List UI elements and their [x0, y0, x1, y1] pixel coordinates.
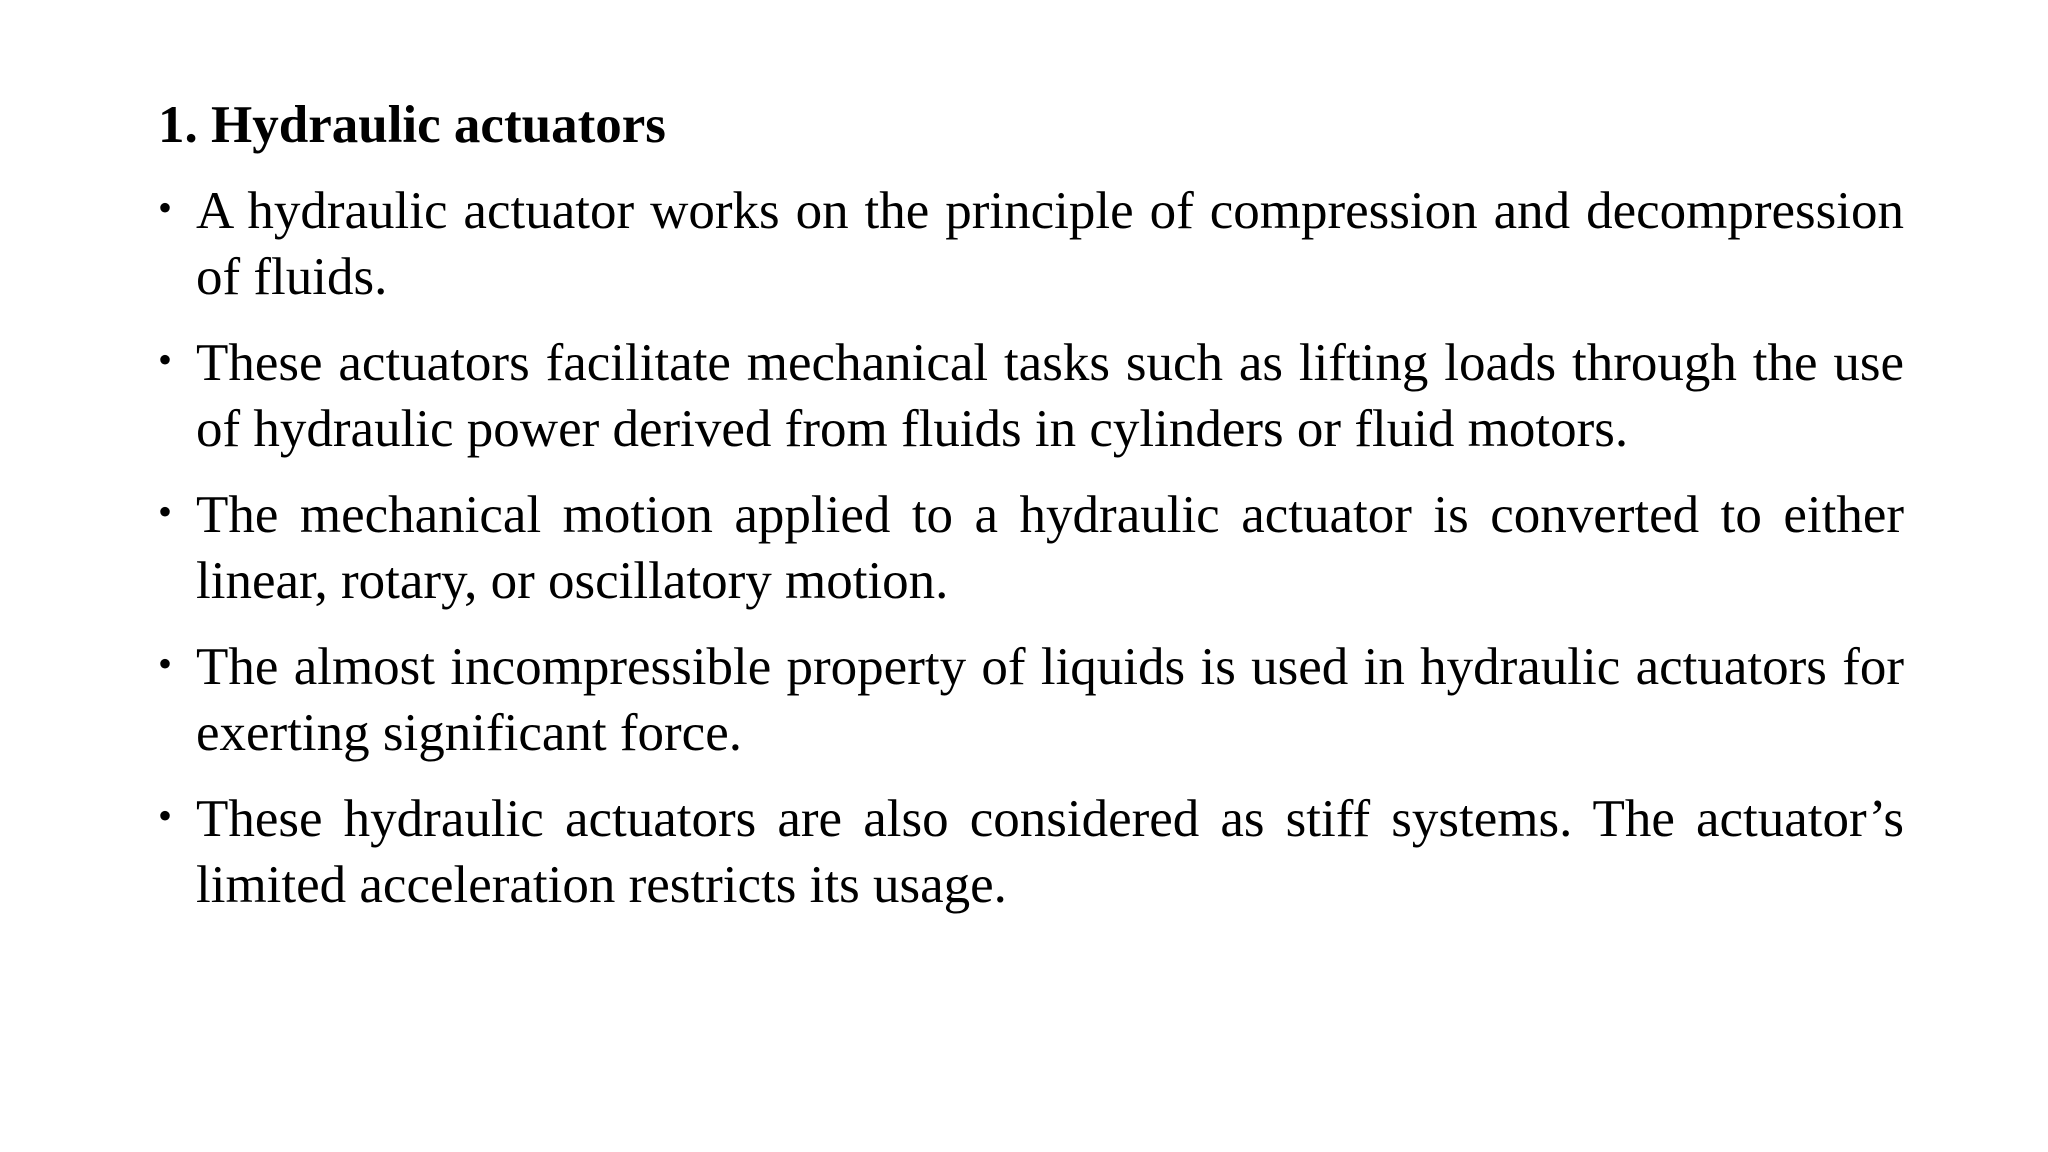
slide-title: 1. Hydraulic actuators [158, 96, 666, 154]
bullet-text: These hydraulic actuators are also considered as stiff systems. The actuator’s limited acceleration restricts its usage. [196, 790, 1904, 914]
bullet-text: The almost incompressible property of liquids is used in hydraulic actuators for exerting significant force. [196, 638, 1904, 762]
bullet-dot-icon: • [158, 489, 173, 534]
bullet-text: A hydraulic actuator works on the principle of compression and decompression of fluids. [196, 182, 1904, 306]
slide-content [158, 92, 1904, 938]
bullet-item [158, 178, 1904, 310]
bullet-item [158, 482, 1904, 614]
bullet-dot-icon: • [158, 641, 173, 686]
bullet-dot-icon: • [158, 793, 173, 838]
bullet-dot-icon: • [158, 337, 173, 382]
bullet-text: The mechanical motion applied to a hydraulic actuator is converted to either linear, rotary, or oscillatory motion. [196, 486, 1904, 610]
bullet-item [158, 634, 1904, 766]
bullet-dot-icon: • [158, 185, 173, 230]
bullet-text: These actuators facilitate mechanical tasks such as lifting loads through the use of hydraulic power derived from fluids in cylinders or fluid motors. [196, 334, 1904, 458]
bullet-item [158, 786, 1904, 918]
bullet-list [158, 178, 1904, 918]
bullet-item [158, 330, 1904, 462]
